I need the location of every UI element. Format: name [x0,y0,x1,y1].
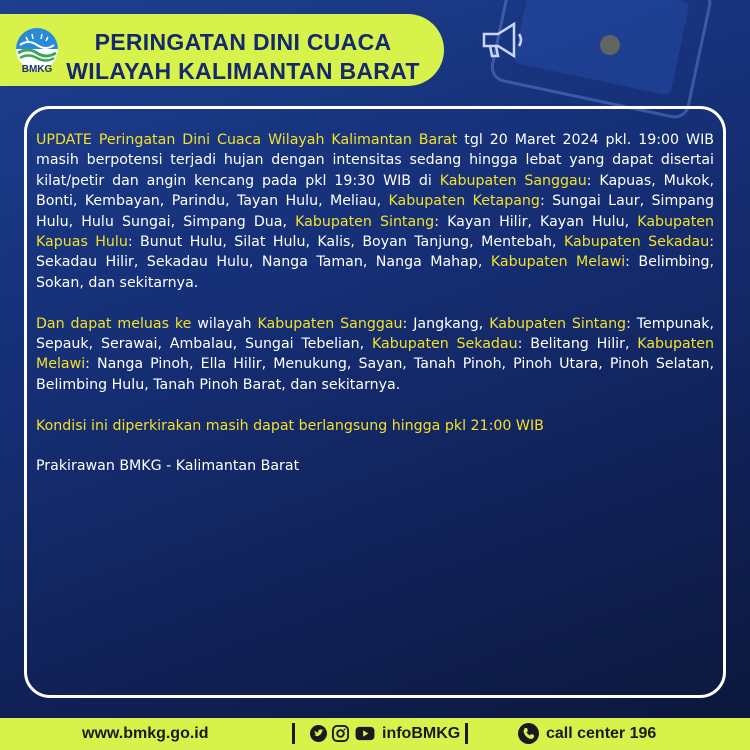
bulletin-duration-note: Kondisi ini diperkirakan masih dapat berlangsung hingga pkl 21:00 WIB [36,417,544,434]
highlighted-text: Kabupaten Melawi [36,336,714,373]
page-title-line1: PERINGATAN DINI CUACA [94,29,392,55]
social-handle[interactable]: infoBMKG [382,725,461,742]
highlighted-text: Dan dapat meluas ke [36,315,192,332]
highlighted-text: Kabupaten Sekadau [372,336,518,353]
twitter-icon[interactable] [310,725,327,742]
highlighted-text: Kabupaten Sintang [295,213,435,230]
body-text: wilayah [191,315,258,332]
highlighted-text: Kabupaten Melawi [490,254,626,271]
header-banner [0,14,444,86]
body-text: : Sungai Laur, Simpang Hulu, Hulu Sungai, Simpang Dua, [36,193,714,230]
footer-divider [292,723,295,744]
bulletin-paragraph-2 [36,314,714,396]
youtube-icon[interactable] [355,725,375,742]
footer-bar [0,718,750,750]
bulletin-content [36,130,714,497]
website-link[interactable]: www.bmkg.go.id [82,725,209,742]
bulletin-signature: Prakirawan BMKG - Kalimantan Barat [36,458,300,475]
body-text: : Nanga Pinoh, Ella Hilir, Menukung, Sayan, Tanah Pinoh, Pinoh Utara, Pinoh Selatan, Belimbing Hulu, Tanah Pinoh Barat, dan sekitarnya. [36,356,714,393]
bulletin-paragraph-1 [36,130,714,293]
megaphone-icon [478,20,528,60]
footer-divider [465,723,468,744]
highlighted-text: Kabupaten Ketapang [388,193,540,210]
logo-text: BMKG [21,64,53,75]
highlighted-text: Kabupaten Sekadau [564,234,710,251]
body-text: : Bunut Hulu, Silat Hulu, Kalis, Boyan Tanjung, Mentebah, [127,234,564,251]
page-title-line2: WILAYAH KALIMANTAN BARAT [66,58,420,84]
highlighted-text: Kabupaten Sintang [489,315,627,332]
highlighted-text: Kabupaten Sanggau [257,315,403,332]
phone-icon [518,723,539,744]
call-center-link[interactable]: call center 196 [546,725,657,742]
body-text: : Sekadau Hilir, Sekadau Hulu, Nanga Taman, Nanga Mahap, [36,234,715,271]
highlighted-text: Kabupaten Kapuas Hulu [36,213,714,251]
body-text: : Kapuas, Mukok, Bonti, Kembayan, Parindu, Tayan Hulu, Meliau, [36,172,714,210]
body-text: : Belimbing, Sokan, dan sekitarnya. [36,254,714,291]
instagram-icon[interactable] [332,725,349,742]
body-text: tgl 20 Maret 2024 pkl. 19:00 WIB masih berpotensi terjadi hujan dengan intensitas sedang hingga lebat yang dapat disertai kilat/petir dan angin kencang pada pkl 19:30 WIB di [36,132,714,189]
body-text: : Jangkang, [402,315,490,332]
body-text: : Tempunak, Sepauk, Serawai, Ambalau, Sungai Tebelian, [36,315,714,353]
background-device-illustration [460,0,750,120]
body-text: : Belitang Hilir, [517,336,638,353]
highlighted-text: Kabupaten Sanggau [439,172,587,189]
body-text: : Kayan Hilir, Kayan Hulu, [434,213,638,230]
highlighted-text: UPDATE Peringatan Dini Cuaca Wilayah Kalimantan Barat [36,132,458,148]
